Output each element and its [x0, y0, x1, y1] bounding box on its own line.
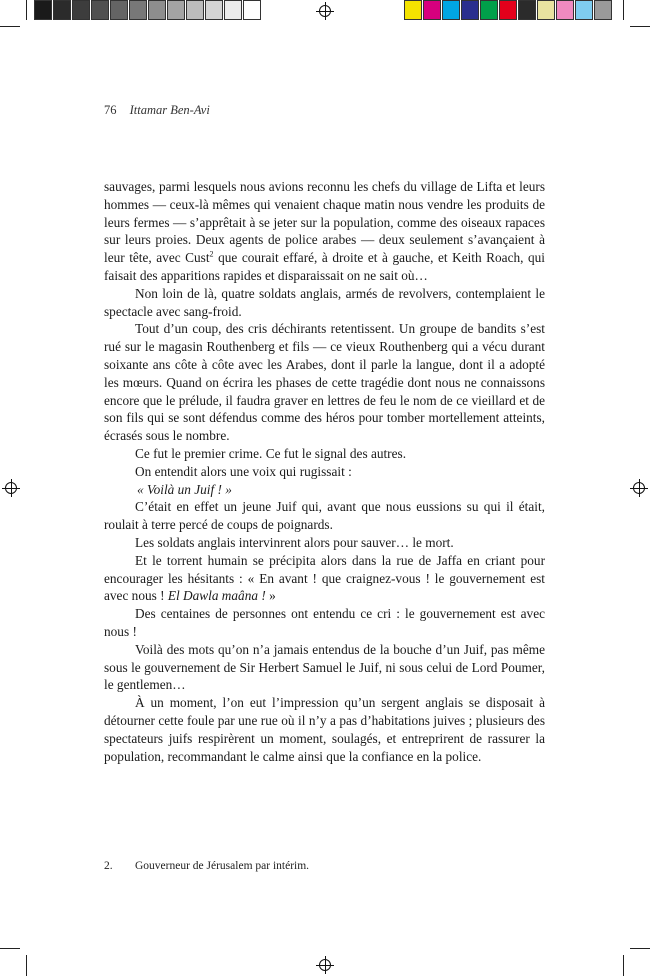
color-swatch [537, 0, 555, 20]
page-number: 76 [104, 103, 117, 117]
paragraph-2: Non loin de là, quatre soldats anglais, armés de revolvers, contemplaient le spectacle avec sang-froid. [104, 285, 545, 319]
gray-swatch [110, 0, 128, 20]
trim-mark-bottom-left-h [0, 948, 20, 949]
body-text [104, 178, 545, 765]
color-swatch [423, 0, 441, 20]
color-swatch [499, 0, 517, 20]
gray-swatch [205, 0, 223, 20]
running-title: Ittamar Ben-Avi [129, 103, 210, 117]
paragraph-quote: « Voilà un Juif ! » [137, 481, 232, 497]
color-swatch [556, 0, 574, 20]
footnote-text: Gouverneur de Jérusalem par intérim. [135, 860, 310, 872]
paragraph-4: Ce fut le premier crime. Ce fut le signal des autres. [135, 445, 407, 461]
trim-mark-top-right-v [623, 0, 624, 20]
footnote-number: 2. [104, 860, 113, 872]
paragraph-10: Des centaines de personnes ont entendu ce cri : le gouvernement est avec nous ! [104, 606, 545, 639]
gray-calibration-bar [34, 0, 262, 20]
color-swatch [518, 0, 536, 20]
gray-swatch [91, 0, 109, 20]
gray-swatch [243, 0, 261, 20]
gray-swatch [53, 0, 71, 20]
color-swatch [480, 0, 498, 20]
paragraph-9: Et le torrent humain se précipita alors dans la rue de Jaffa en criant pour encourager les hésitants : « En avant ! que craignez-vous ! le gouvernement est avec nous ! El Dawla maâna ! » [104, 552, 545, 604]
footnote [104, 860, 309, 872]
color-swatch [575, 0, 593, 20]
color-swatch [461, 0, 479, 20]
gray-swatch [34, 0, 52, 20]
trim-mark-top-left-h [0, 26, 20, 27]
gray-swatch [186, 0, 204, 20]
trim-mark-top-right-h [630, 26, 650, 27]
trim-mark-bottom-right-v [623, 955, 624, 976]
gray-swatch [167, 0, 185, 20]
paragraph-3: Tout d’un coup, des cris déchirants retentissent. Un groupe de bandits s’est rué sur le magasin Routhenberg et fils — ce vieux Routhenberg qui a vécu durant soixante ans côte à côte avec les Arabes, dont il parle la langue, dont il a adopté les mœurs. Quand on écrira les phases de cette tragédie dont nous ne connaissons encore que le prélude, il faudra graver en lettres de feu le nom de ce vieillard et de son fils qui se sont défendus comme des héros pour tomber mortellement atteints, écrasés sous le nombre. [104, 321, 545, 444]
paragraph-11: Voilà des mots qu’on n’a jamais entendus de la bouche d’un Juif, pas même sous le gouvernement de Sir Herbert Samuel le Juif, ni sous celui de Lord Poumer, le gentlemen… [104, 641, 545, 693]
color-swatch [594, 0, 612, 20]
color-swatch [442, 0, 460, 20]
registration-mark-left [2, 479, 20, 497]
paragraph-5: On entendit alors une voix qui rugissait : [135, 463, 352, 479]
gray-swatch [224, 0, 242, 20]
gray-swatch [72, 0, 90, 20]
paragraph-7: C’était en effet un jeune Juif qui, avant que nous eussions su qui il était, roulait à terre percé de coups de poignards. [104, 499, 545, 533]
registration-mark-top [316, 2, 334, 20]
paragraph-8: Les soldats anglais intervinrent alors pour sauver… le mort. [135, 534, 454, 550]
trim-mark-top-left-v [26, 0, 27, 20]
gray-swatch [148, 0, 166, 20]
footnote-ref: 2 [209, 249, 214, 259]
trim-mark-bottom-left-v [26, 955, 27, 976]
gray-swatch [129, 0, 147, 20]
registration-mark-bottom [316, 956, 334, 974]
paragraph-1: sauvages, parmi lesquels nous avions reconnu les chefs du village de Lifta et leurs hommes — ceux-là mêmes qui venaient chaque matin nous vendre les produits de leurs fermes — s’apprêtait à se jeter sur la population, comme des oiseaux rapaces sur leurs proies. Deux agents de police arabes — deux seulement s’avançaient à leur tête, avec Cust$^2$ que courait effaré, à droite et à gauche, et Keith Roach, qui faisait des apparitions rapides et disparaissait on ne sait où… [104, 179, 545, 283]
running-header [104, 103, 210, 118]
color-calibration-bar [404, 0, 613, 20]
trim-mark-bottom-right-h [630, 948, 650, 949]
paragraph-12: À un moment, l’on eut l’impression qu’un sergent anglais se disposait à détourner cette foule par une rue où il n’y a pas d’habitations juives ; plusieurs des spectateurs juifs respirèrent un moment, soulagés, et entreprirent de rassurer la population, recommandant le calme ainsi que la confiance en la police. [104, 695, 545, 764]
color-swatch [404, 0, 422, 20]
registration-mark-right [630, 479, 648, 497]
